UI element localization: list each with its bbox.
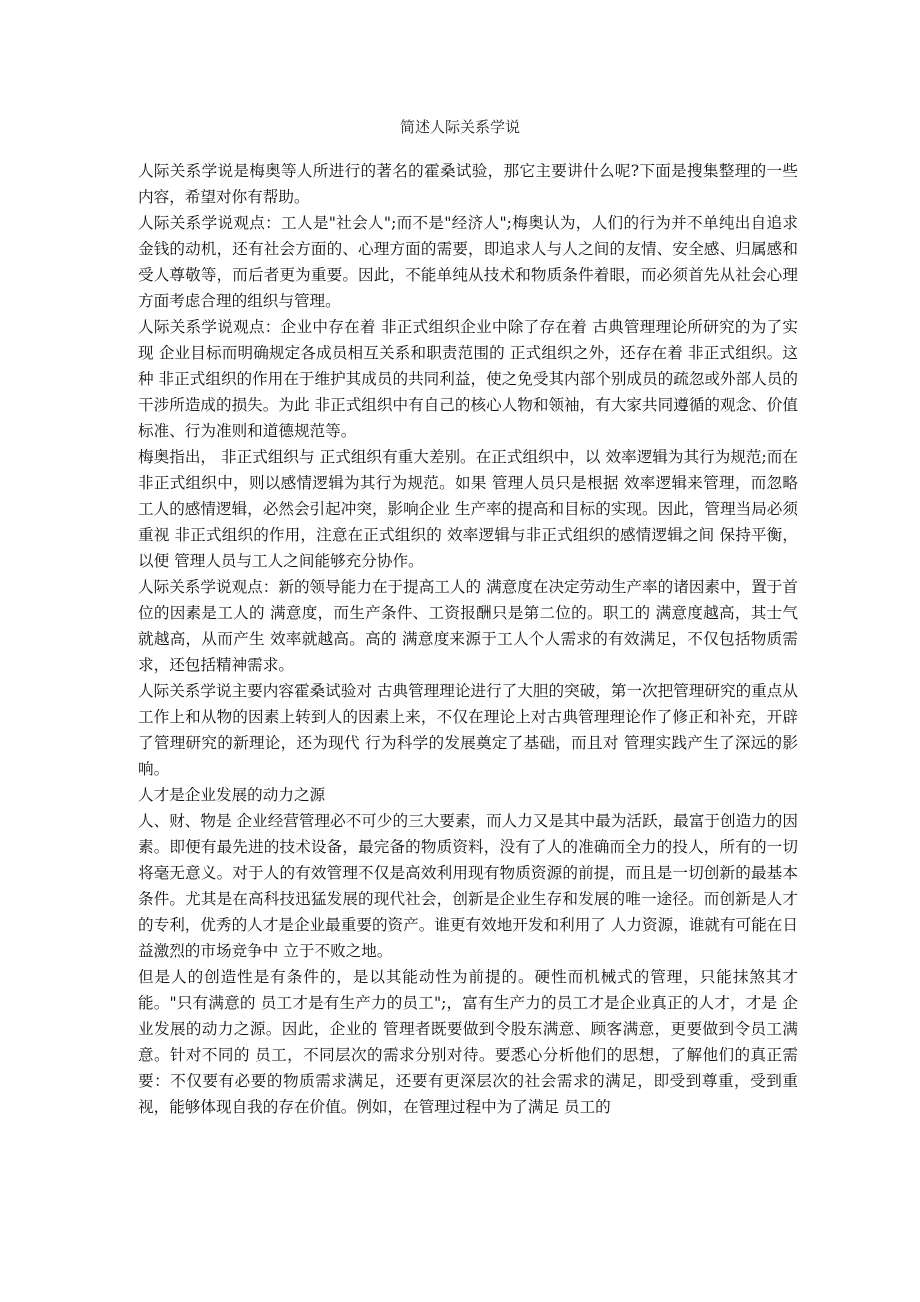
paragraph-informal-organization: 人际关系学说观点：企业中存在着 非正式组织企业中除了存在着 古典管理理论所研究的为了实现 企业目标而明确规定各成员相互关系和职责范围的 正式组织之外，还存在着 非正式组织。这种 非正式组织的作用在于维护其成员的共同利益，使之免受其内部个别成员的疏忽或外部人员的干涉所造成的损失。为此 非正式组织中有自己的核心人物和领袖，有大家共同遵循的观念、价值标准、行为准则和道德规范等。 (138, 318, 798, 440)
paragraph-leadership: 人际关系学说观点：新的领导能力在于提高工人的 满意度在决定劳动生产率的诸因素中，置于首位的因素是工人的 满意度，而生产条件、工资报酬只是第二位的。职工的 满意度越高，其士气就越高，从而产生 效率就越高。高的 满意度来源于工人个人需求的有效满足，不仅包括物质需求，还包括精神需求。 (138, 578, 798, 674)
paragraph-main-content: 人际关系学说主要内容霍桑试验对 古典管理理论进行了大胆的突破，第一次把管理研究的重点从工作上和从物的因素上转到人的因素上来，不仅在理论上对古典管理理论作了修正和补充，开辟了管理研究的新理论，还为现代 行为科学的发展奠定了基础，而且对 管理实践产生了深远的影响。 (138, 682, 798, 778)
document-title: 简述人际关系学说 (399, 118, 520, 136)
paragraph-talent: 人、财、物是 企业经营管理必不可少的三大要素，而人力又是其中最为活跃，最富于创造力的因素。即便有最先进的技术设备，最完备的物质资料，没有了人的准确而全力的投人，所有的一切将毫无意义。对于人的有效管理不仅是高效利用现有物质资源的前提，而且是一切创新的最基本条件。尤其是在高科技迅猛发展的现代社会，创新是企业生存和发展的唯一途径。而创新是人才的专利，优秀的人才是企业最重要的资产。谁更有效地开发和利用了 人力资源，谁就有可能在日益激烈的市场竞争中 立于不败之地。 (138, 812, 798, 960)
paragraph-intro: 人际关系学说是梅奥等人所进行的著名的霍桑试验，那它主要讲什么呢?下面是搜集整理的一些内容，希望对你有帮助。 (138, 162, 798, 206)
document-body (138, 158, 798, 1120)
paragraph-social-man: 人际关系学说观点：工人是"社会人";而不是"经济人";梅奥认为，人们的行为并不单纯出自追求金钱的动机，还有社会方面的、心理方面的需要，即追求人与人之间的友情、安全感、归属感和受人尊敬等，而后者更为重要。因此，不能单纯从技术和物质条件着眼，而必须首先从社会心理方面考虑合理的组织与管理。 (138, 214, 798, 310)
paragraph-creativity: 但是人的创造性是有条件的，是以其能动性为前提的。硬性而机械式的管理，只能抹煞其才能。"只有满意的 员工才是有生产力的员工";，富有生产力的员工才是企业真正的人才，才是 企业发展的动力之源。因此，企业的 管理者既要做到令股东满意、顾客满意，更要做到令员工满意。针对不同的 员工，不同层次的需求分别对待。要悉心分析他们的思想，了解他们的真正需要：不仅要有必要的物质需求满足，还要有更深层次的社会需求的满足，即受到尊重，受到重视，能够体现自我的存在价值。例如，在管理过程中为了满足 员工的 (138, 968, 798, 1116)
paragraph-subheading: 人才是企业发展的动力之源 (138, 786, 326, 804)
paragraph-mayo-points: 梅奥指出， 非正式组织与 正式组织有重大差别。在正式组织中，以 效率逻辑为其行为规范;而在 非正式组织中，则以感情逻辑为其行为规范。如果 管理人员只是根据 效率逻辑来管理，而忽略工人的感情逻辑，必然会引起冲突，影响企业 生产率的提高和目标的实现。因此，管理当局必须重视 非正式组织的作用，注意在正式组织的 效率逻辑与非正式组织的感情逻辑之间 保持平衡，以便 管理人员与工人之间能够充分协作。 (138, 448, 798, 570)
